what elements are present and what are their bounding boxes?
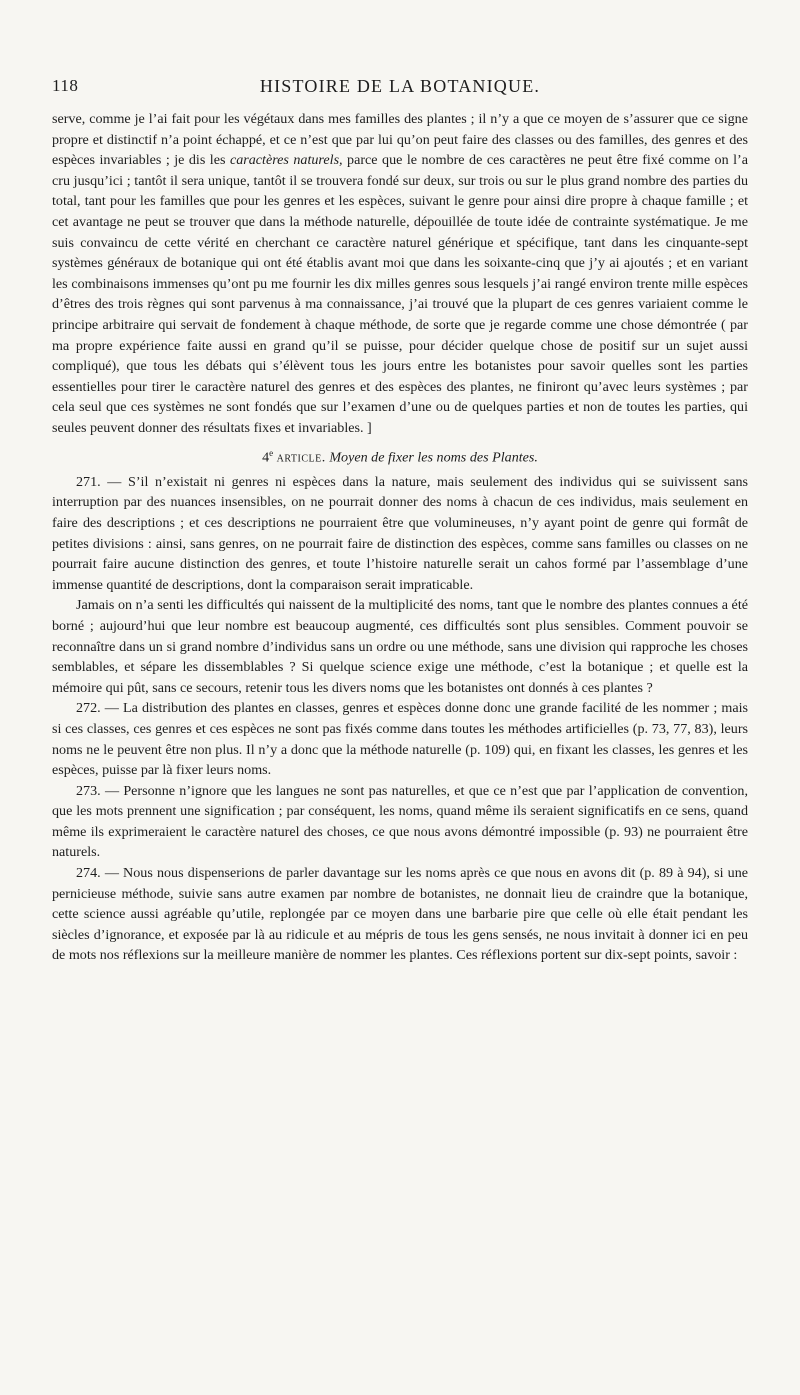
intro-text-end: parce que le nombre de ces caractères ne peut être fixé comme on l’a cru jusqu’ici ; tantôt il sera unique, tantôt il se trouvera fondé sur deux, sur trois ou sur le plus grand nombre des parties du total, tant pour les familles que pour les genres et les espèces, suivant le genre pour ainsi dire propre à chaque famille ; et cet avantage ne peut se trouver que dans la méthode naturelle, dépouillée de toute idée de contrainte systématique. Je me suis convaincu de cette vérité en cherchant ce caractère naturel générique et spécifique, tant dans les cinquante-sept systèmes généraux de botanique qui ont été établis avant moi que dans les soixante-cinq que j’y ai ajoutés ; et en variant les combinaisons immenses qu’ont pu me fournir les dix milles genres sous lesquels j’ai rangé environ trente mille espèces d’êtres des trois règnes qui sont parvenus à ma connaissance, j’ai trouvé que la plupart de ces genres variaient comme le principe arbitraire qui servait de fondement à chaque méthode, de sorte que je regarde comme une chose démontrée ( par ma propre expérience faite aussi en grand qu’il se puisse, pour décider quelque chose de positif sur un sujet aussi compliqué), que tous les débats qui s’élèvent tous les jours entre les botanistes pour savoir quelles sont les parties essentielles pour tirer le caractère naturel des genres et des espèces des plantes, ne finiront qu’avec leurs systèmes ; par cela seul que ces systèmes ne sont fondés que sur l’examen d’une ou de quelques parties et non de toutes les parties, qui seules peuvent donner des résultats fixes et invariables. ] xyxy=(52,152,748,436)
section-label: article. xyxy=(276,449,326,466)
paragraph-jamais: Jamais on n’a senti les difficultés qui naissent de la multiplicité des noms, tant que le nombre des plantes connues a été borné ; aujourd’hui que leur nombre est beaucoup augmenté, ces difficultés sont plus sensibles. Comment pouvoir se reconnaître dans un si grand nombre d’individus sans un ordre ou une méthode, sans une division qui rapproche les choses semblables, et sépare les dissemblables ? Si quelque science exige une méthode, c’est la botanique ; et quelle est la mémoire qui pût, sans ce secours, retenir tous les divers noms que les botanistes ont donnés à ces plantes ? xyxy=(52,597,748,696)
intro-text-start: serve, comme je l’ai fait pour les végétaux dans mes familles des plantes ; il n’y a que ce moyen de s’assurer que ce signe propre et distinctif n’a point échappé, et ce n’est que par lui qu’on peut faire des classes ou des familles, des genres et des espèces invariables ; je dis les xyxy=(52,111,748,169)
intro-italic-term: caractères naturels, xyxy=(229,152,343,169)
section-heading xyxy=(52,443,748,468)
paragraph-272: 272. — La distribution des plantes en classes, genres et espèces donne donc une grande facilité de les nommer ; mais si ces classes, ces genres et ces espèces ne sont pas fixés comme dans toutes les méthodes artificielles (p. 73, 77, 83), leurs noms ne le peuvent être non plus. Il n’y a donc que la méthode naturelle (p. 109) qui, en fixant les classes, les genres et les espèces, puisse par là fixer leurs noms. xyxy=(52,700,748,779)
section-number-suffix: e xyxy=(269,447,274,458)
page-number: 118 xyxy=(52,76,79,95)
section-title: Moyen de fixer les noms des Plantes. xyxy=(329,449,538,466)
paragraph-271: 271. — S’il n’existait ni genres ni espèces dans la nature, mais seulement des individus qui se suivissent sans interruption par des nuances insensibles, on ne pourrait donner des noms à chacun de ces individus, mais seulement en faire des descriptions ; et ces descriptions ne pourraient être que volumineuses, n’y ayant point de genre qui formât de petites divisions : ainsi, sans genres, on ne pourrait faire de distinction des espèces, comme sans familles ou classes on ne pourrait faire aucune distinction des genres, et toute l’histoire naturelle serait un cahos formé par l’assemblage d’une immense quantité de descriptions, dont la comparaison serait impraticable. xyxy=(52,473,748,593)
paragraph-274: 274. — Nous nous dispenserions de parler davantage sur les noms après ce que nous en avons dit (p. 89 à 94), si une pernicieuse méthode, suivie sans autre examen par nombre de botanistes, ne donnait lieu de craindre que la botanique, cette science aussi agréable qu’utile, replongée par ce moyen dans une barbarie pire que celle où elle était pendant les siècles d’ignorance, et exposée par là au ridicule et au mépris de tous les gens sensés, ne nous invitait à donner ici en peu de mots nos réflexions sur la meilleure manière de nommer les plantes. Ces réflexions portent sur dix-sept points, savoir : xyxy=(52,865,748,964)
body-text xyxy=(52,109,748,966)
running-title: HISTOIRE DE LA BOTANIQUE. xyxy=(259,76,541,96)
page-header xyxy=(52,76,748,100)
section-number: 4 xyxy=(262,449,270,466)
paragraph-273: 273. — Personne n’ignore que les langues ne sont pas naturelles, et que ce n’est que par l’application de convention, que les mots prennent une signification ; par conséquent, les noms, quand même ils seraient significatifs en ce sens, quand même ils exprimeraient le caractère naturel des choses, ce que nous avons démontré impossible (p. 93) ne pourraient être naturels. xyxy=(52,782,748,861)
intro-paragraph xyxy=(52,109,748,439)
